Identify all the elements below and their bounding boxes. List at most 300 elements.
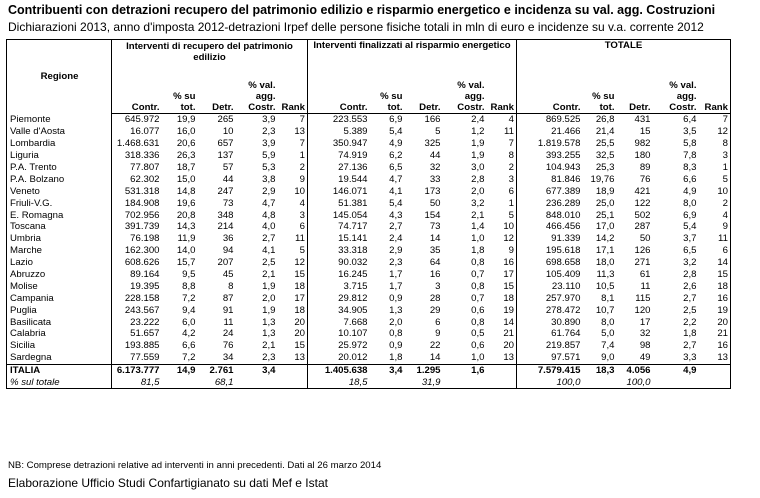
cell: 16 [429, 269, 441, 281]
cell: 25,1 [595, 209, 615, 221]
col-header-pct-va: % val. agg. Costr. [236, 65, 278, 114]
cell: 14,9 [162, 364, 198, 376]
cell: 15 [639, 126, 651, 138]
cell: 4.056 [617, 364, 653, 376]
cell: 3 [435, 280, 441, 292]
cell: 16 [487, 257, 517, 269]
cell: 2,4 [389, 233, 403, 245]
cell: 76 [639, 173, 651, 185]
table-row [7, 328, 731, 340]
cell: 3,9 [262, 114, 276, 126]
header-regione: Regione [7, 40, 112, 114]
cell: 18,0 [595, 257, 615, 269]
cell: 3.715 [343, 280, 368, 292]
col-header-rank: Rank [278, 65, 308, 114]
cell: 14,0 [176, 245, 196, 257]
cell: 21.466 [551, 126, 581, 138]
cell: 122 [634, 197, 651, 209]
cell: 2,9 [389, 245, 403, 257]
header-columns [7, 65, 731, 114]
cell: 20 [278, 328, 308, 340]
cell: 982 [634, 138, 651, 150]
cell: 15.141 [338, 233, 368, 245]
cell: 19,9 [176, 114, 196, 126]
cell: 8 [487, 150, 517, 162]
cell: 11,9 [177, 233, 196, 245]
cell: 6,6 [683, 173, 697, 185]
cell: 25,5 [595, 138, 615, 150]
cell: 5.389 [343, 126, 368, 138]
cell: 20,8 [176, 209, 196, 221]
cell: 20 [278, 316, 308, 328]
cell [699, 364, 731, 376]
cell: 1,6 [443, 364, 487, 376]
cell: 1,9 [262, 280, 276, 292]
cell: 677.389 [545, 185, 581, 197]
cell: 17,1 [595, 245, 615, 257]
cell: 1,9 [471, 150, 485, 162]
cell: 73 [429, 221, 441, 233]
table-row [7, 257, 731, 269]
cell: 94 [222, 245, 234, 257]
row-label: ITALIA [7, 364, 112, 376]
cell: 11 [278, 233, 308, 245]
cell: 3,5 [683, 126, 697, 138]
cell: 145.054 [332, 209, 368, 221]
cell: 7.668 [343, 316, 368, 328]
cell: 271 [634, 257, 651, 269]
cell: 2.761 [198, 364, 236, 376]
cell: 32 [429, 162, 441, 173]
cell: 14 [429, 233, 441, 245]
cell: 44 [222, 173, 234, 185]
cell: 14 [429, 352, 441, 364]
cell: 10 [222, 126, 234, 138]
row-label: Friuli-V.G. [7, 197, 112, 209]
cell: 7 [487, 138, 517, 150]
cell: 219.857 [545, 340, 581, 352]
cell: 2,0 [389, 316, 403, 328]
cell: 31,9 [405, 377, 443, 389]
cell: 1,7 [389, 269, 403, 281]
cell: 391.739 [124, 221, 160, 233]
cell: 431 [634, 114, 651, 126]
cell: 61 [639, 269, 651, 281]
cell: 7 [278, 138, 308, 150]
cell: 18 [487, 292, 517, 304]
cell: 19,76 [590, 173, 615, 185]
cell: 15,7 [176, 257, 196, 269]
cell: 8,3 [683, 162, 697, 173]
row-label: Sardegna [7, 352, 112, 364]
cell: 1,8 [683, 328, 697, 340]
table-row [7, 185, 731, 197]
cell: 14 [487, 316, 517, 328]
cell: 2 [699, 197, 731, 209]
cell: 0,8 [471, 257, 485, 269]
cell: 77.807 [130, 162, 160, 173]
cell: 11 [640, 280, 651, 292]
cell: 120 [634, 304, 651, 316]
cell: 20 [487, 340, 517, 352]
cell: 29.812 [338, 292, 368, 304]
cell: 195.618 [545, 245, 581, 257]
cell: 3,4 [370, 364, 405, 376]
cell: 608.626 [124, 257, 160, 269]
cell: 15,0 [176, 173, 196, 185]
cell: 287 [634, 221, 651, 233]
cell: 7 [278, 114, 308, 126]
row-label: E. Romagna [7, 209, 112, 221]
row-label: % sul totale [7, 377, 112, 389]
cell: 6,5 [683, 245, 697, 257]
cell: 23.222 [130, 316, 160, 328]
cell: 3,0 [471, 162, 485, 173]
cell: 3,3 [683, 352, 697, 364]
cell: 0,9 [389, 292, 403, 304]
cell: 1 [487, 197, 517, 209]
col-header-contr: Contr. [517, 65, 583, 114]
cell: 11 [487, 126, 517, 138]
cell: 64 [429, 257, 441, 269]
cell: 97.571 [551, 352, 581, 364]
cell: 6,4 [683, 114, 697, 126]
cell: 30.890 [551, 316, 581, 328]
cell: 2,0 [262, 292, 276, 304]
cell: 502 [634, 209, 651, 221]
cell: 13 [699, 352, 731, 364]
cell: 5,3 [262, 162, 276, 173]
cell: 5,0 [601, 328, 615, 340]
cell: 6,2 [389, 150, 403, 162]
col-header-contr: Contr. [112, 65, 162, 114]
cell: 1,9 [471, 138, 485, 150]
cell: 3 [487, 173, 517, 185]
cell: 3,9 [262, 138, 276, 150]
col-header-rank: Rank [699, 65, 731, 114]
cell: 20 [699, 316, 731, 328]
cell: 421 [634, 185, 651, 197]
cell: 18 [699, 280, 731, 292]
cell: 115 [635, 292, 651, 304]
page-title: Contribuenti con detrazioni recupero del patrimonio edilizio e risparmio energetico e incidenza su val. agg. Costruzioni [8, 3, 716, 17]
cell: 257.970 [545, 292, 581, 304]
cell: 12 [487, 233, 517, 245]
header-group-totale: TOTALE [517, 40, 731, 66]
cell: 0,6 [471, 304, 485, 316]
cell: 162.300 [124, 245, 160, 257]
cell: 2,7 [262, 233, 276, 245]
cell: 32,5 [595, 150, 615, 162]
cell: 10,7 [595, 304, 615, 316]
cell: 16 [699, 340, 731, 352]
cell: 6 [278, 221, 308, 233]
row-label: Lazio [7, 257, 112, 269]
header-group-risparmio: Interventi finalizzati al risparmio energetico [308, 40, 517, 66]
cell: 4,9 [683, 185, 697, 197]
cell: 21 [487, 328, 517, 340]
cell: 4,1 [262, 245, 276, 257]
row-label: Lombardia [7, 138, 112, 150]
cell: 27.136 [338, 162, 368, 173]
cell: 19 [699, 304, 731, 316]
table-row [7, 197, 731, 209]
cell: 6 [487, 185, 517, 197]
cell: 12 [278, 257, 308, 269]
cell: 0,7 [471, 269, 485, 281]
row-label: Molise [7, 280, 112, 292]
cell: 4,8 [262, 209, 276, 221]
cell: 184.908 [124, 197, 160, 209]
cell: 2,5 [262, 257, 276, 269]
cell: 1,4 [471, 221, 485, 233]
cell: 2,7 [683, 340, 697, 352]
cell: 4 [487, 114, 517, 126]
col-header-contr: Contr. [308, 65, 370, 114]
col-header-detr: Detr. [617, 65, 653, 114]
row-label: Marche [7, 245, 112, 257]
col-header-pct-tot: % su tot. [583, 65, 617, 114]
row-label: P.A. Bolzano [7, 173, 112, 185]
cell [653, 377, 699, 389]
cell: 19.544 [338, 173, 368, 185]
cell: 6,0 [182, 316, 196, 328]
row-label: Toscana [7, 221, 112, 233]
cell: 10 [278, 185, 308, 197]
cell: 154 [424, 209, 441, 221]
cell: 2,1 [262, 340, 276, 352]
cell: 74.919 [338, 150, 368, 162]
table-row [7, 292, 731, 304]
row-label: Valle d'Aosta [7, 126, 112, 138]
cell: 0,8 [471, 316, 485, 328]
cell: 19.395 [130, 280, 160, 292]
cell: 0,5 [471, 328, 485, 340]
cell: 19,6 [176, 197, 196, 209]
cell: 25,3 [595, 162, 615, 173]
row-label: Campania [7, 292, 112, 304]
cell: 8,0 [601, 316, 615, 328]
cell: 1,0 [471, 233, 485, 245]
cell: 4,1 [389, 185, 403, 197]
cell: 2,3 [262, 126, 276, 138]
cell: 8 [699, 138, 731, 150]
cell: 36 [222, 233, 234, 245]
table-row-italia [7, 364, 731, 376]
cell: 16.077 [130, 126, 160, 138]
cell: 531.318 [124, 185, 160, 197]
cell: 869.525 [545, 114, 581, 126]
cell: 1.295 [405, 364, 443, 376]
cell: 8,8 [182, 280, 196, 292]
row-label: Basilicata [7, 316, 112, 328]
cell: 5,4 [389, 197, 403, 209]
cell: 3,8 [262, 173, 276, 185]
cell: 2,9 [262, 185, 276, 197]
cell: 11 [699, 233, 731, 245]
cell: 73 [222, 197, 234, 209]
cell: 51.657 [130, 328, 160, 340]
cell: 5 [278, 245, 308, 257]
cell: 11,3 [596, 269, 615, 281]
cell: 3,4 [236, 364, 278, 376]
table-row [7, 138, 731, 150]
cell: 848.010 [545, 209, 581, 221]
cell: 62.302 [130, 173, 160, 185]
cell: 1,7 [389, 280, 403, 292]
cell: 1,3 [262, 316, 276, 328]
cell [699, 377, 731, 389]
cell: 4 [278, 197, 308, 209]
table-body [7, 114, 731, 389]
cell: 4,2 [182, 328, 196, 340]
cell: 278.472 [545, 304, 581, 316]
cell: 26,3 [176, 150, 196, 162]
cell: 16.245 [338, 269, 368, 281]
cell: 2,3 [389, 257, 403, 269]
cell: 29 [429, 304, 441, 316]
table-row [7, 280, 731, 292]
col-header-rank: Rank [487, 65, 517, 114]
cell: 348 [217, 209, 234, 221]
cell: 9 [278, 173, 308, 185]
cell: 1.468.631 [116, 138, 160, 150]
cell: 8,0 [683, 197, 697, 209]
cell [443, 377, 487, 389]
cell: 6,6 [182, 340, 196, 352]
cell: 34 [222, 352, 234, 364]
row-label: Abruzzo [7, 269, 112, 281]
cell: 18,9 [595, 185, 615, 197]
table-row [7, 162, 731, 174]
cell: 1,2 [471, 126, 485, 138]
cell: 2 [487, 162, 517, 174]
col-header-pct-tot: % su tot. [162, 65, 198, 114]
cell: 4,7 [262, 197, 276, 209]
row-label: Puglia [7, 304, 112, 316]
cell: 18,7 [176, 162, 196, 173]
cell: 28 [429, 292, 441, 304]
cell: 5,8 [683, 138, 697, 150]
cell: 104.943 [545, 162, 581, 173]
cell: 2,0 [471, 185, 485, 197]
cell: 19 [487, 304, 517, 316]
cell: 2,3 [262, 352, 276, 364]
cell: 2 [278, 162, 308, 174]
cell: 645.972 [124, 114, 160, 126]
cell: 74.717 [338, 221, 368, 233]
cell: 15 [278, 340, 308, 352]
cell: 33.318 [338, 245, 368, 257]
cell: 3 [699, 150, 731, 162]
table-note: NB: Comprese detrazioni relative ad interventi in anni precedenti. Dati al 26 marzo 2014 [8, 460, 382, 471]
cell: 657 [217, 138, 234, 150]
cell: 13 [487, 352, 517, 364]
row-label: Sicilia [7, 340, 112, 352]
cell: 9 [435, 328, 441, 340]
cell: 207 [217, 257, 234, 269]
cell [487, 377, 517, 389]
cell [278, 377, 308, 389]
table-row [7, 114, 731, 126]
cell: 14,2 [595, 233, 615, 245]
cell: 13 [278, 352, 308, 364]
cell: 15 [487, 280, 517, 292]
cell: 146.071 [332, 185, 368, 197]
cell: 23.110 [551, 280, 581, 292]
cell: 5 [435, 126, 441, 138]
cell: 2,4 [471, 114, 485, 126]
cell [583, 377, 617, 389]
cell [162, 377, 198, 389]
cell: 20,6 [176, 138, 196, 150]
cell: 2,2 [683, 316, 697, 328]
cell: 318.336 [124, 150, 160, 162]
cell: 3,2 [471, 197, 485, 209]
table-row [7, 316, 731, 328]
cell: 2,7 [389, 221, 403, 233]
cell: 49 [639, 352, 651, 364]
cell: 10 [487, 221, 517, 233]
cell: 7 [699, 114, 731, 126]
col-header-detr: Detr. [198, 65, 236, 114]
data-table [6, 39, 731, 389]
cell: 2,1 [471, 209, 485, 221]
cell: 77.559 [130, 352, 160, 364]
cell: 18,3 [583, 364, 617, 376]
cell: 166 [424, 114, 441, 126]
cell: 1,8 [389, 352, 403, 364]
cell: 4,3 [389, 209, 403, 221]
cell [370, 377, 405, 389]
cell: 17,0 [595, 221, 615, 233]
cell: 45 [222, 269, 234, 281]
cell: 0,7 [471, 292, 485, 304]
cell: 325 [424, 138, 441, 150]
row-label: Veneto [7, 185, 112, 197]
cell: 24 [222, 328, 234, 340]
cell: 105.409 [545, 269, 581, 281]
cell: 193.885 [124, 340, 160, 352]
table-row [7, 221, 731, 233]
cell: 91.339 [551, 233, 581, 245]
cell: 10 [699, 185, 731, 197]
cell: 1 [699, 162, 731, 174]
cell: 68,1 [198, 377, 236, 389]
cell: 173 [424, 185, 441, 197]
cell: 9 [699, 221, 731, 233]
col-header-pct-va: % val. agg. Costr. [653, 65, 699, 114]
cell: 34.905 [338, 304, 368, 316]
cell: 393.255 [545, 150, 581, 162]
cell: 6,9 [389, 114, 403, 126]
cell: 81,5 [112, 377, 162, 389]
cell: 247 [217, 185, 234, 197]
table-row [7, 304, 731, 316]
cell: 0,8 [471, 280, 485, 292]
cell: 76.198 [130, 233, 160, 245]
cell: 57 [222, 162, 234, 173]
cell: 14,8 [176, 185, 196, 197]
cell: 4,9 [653, 364, 699, 376]
cell: 2,8 [471, 173, 485, 185]
cell: 228.158 [124, 292, 160, 304]
cell: 126 [634, 245, 651, 257]
cell: 22 [429, 340, 441, 352]
cell: 26,8 [595, 114, 615, 126]
cell: 17 [487, 269, 517, 281]
cell: 3,2 [683, 257, 697, 269]
